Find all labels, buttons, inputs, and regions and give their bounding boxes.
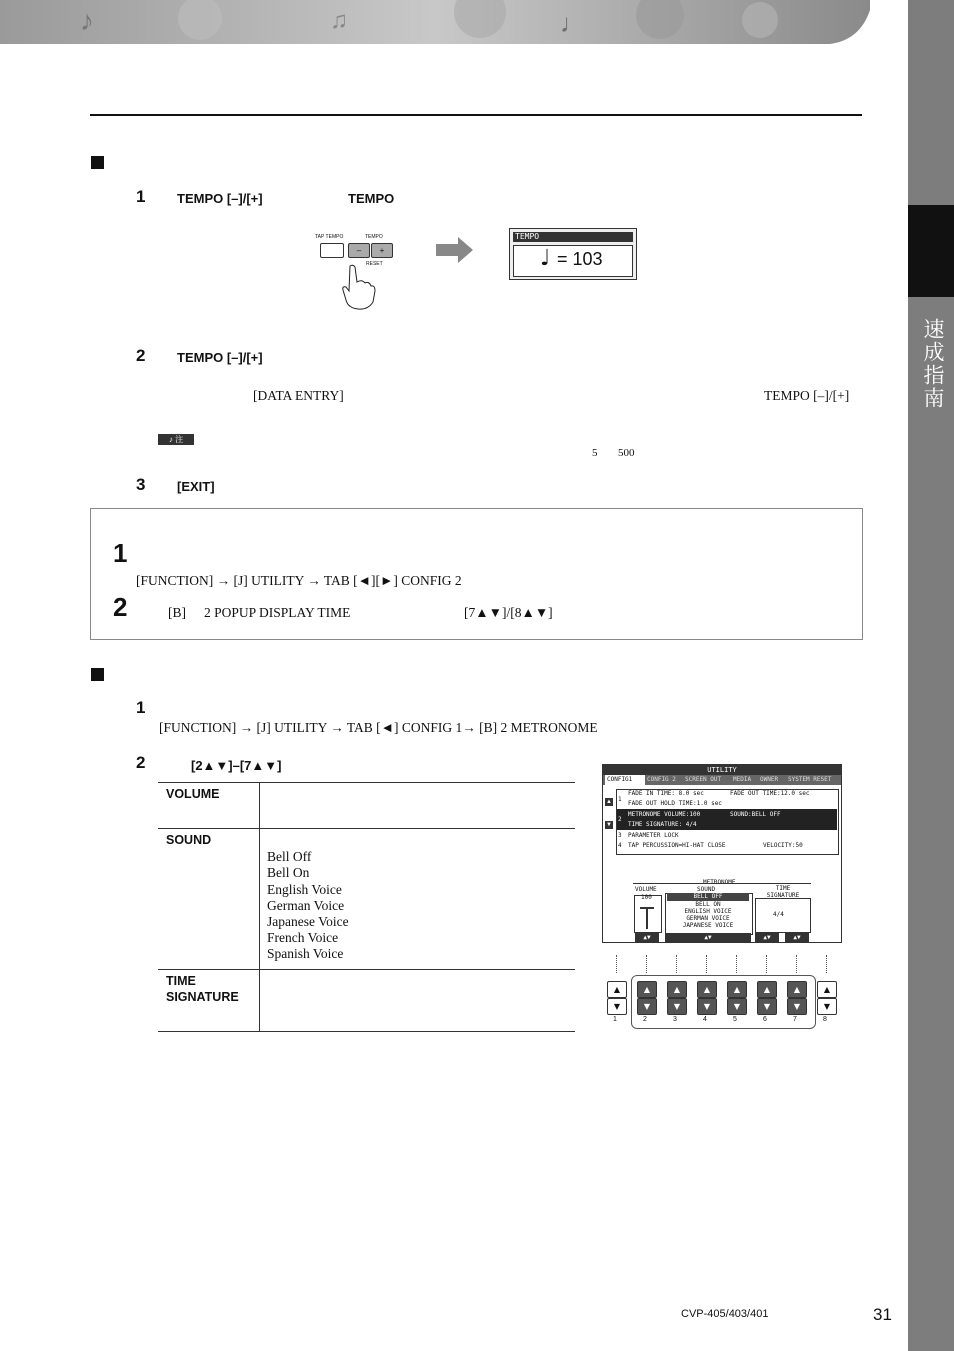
down-scroll-icon[interactable]: ▼ [606, 822, 612, 828]
sound-label: SOUND [697, 886, 716, 893]
utility-row[interactable]: PARAMETER LOCK [628, 832, 679, 839]
tempo-label: TEMPO [365, 234, 383, 240]
row-number: 4 [618, 842, 622, 849]
box-step-number: 1 [113, 538, 128, 568]
tab-system-reset[interactable]: SYSTEM RESET [788, 776, 832, 783]
panel-button-number: 2 [643, 1016, 647, 1023]
svg-text:♩: ♩ [560, 9, 586, 38]
lcd-arrow-tab[interactable]: ▲▼ [635, 933, 659, 942]
tempo-ref: TEMPO [–]/[+] [764, 388, 850, 403]
section-marker [91, 668, 104, 681]
row-number: 3 [618, 832, 622, 839]
svg-text:♪: ♪ [80, 6, 94, 37]
page-number: 31 [873, 1305, 892, 1324]
top-rule [90, 114, 862, 116]
table-rule [158, 782, 575, 783]
panel-down-button-3[interactable]: ▼ [667, 998, 687, 1015]
sound-option: Bell Off [267, 849, 312, 864]
sidebar-title: 速成指南 [921, 318, 945, 410]
volume-label: VOLUME [635, 886, 657, 893]
up-scroll-icon[interactable]: ▲ [606, 799, 612, 805]
box-step-number: 2 [113, 592, 128, 622]
quarter-note-icon: ♩ [540, 246, 551, 271]
utility-row[interactable]: VELOCITY:50 [763, 842, 803, 849]
hand-pointer-icon [338, 262, 378, 312]
sound-option[interactable]: BELL ON [695, 901, 721, 908]
panel-down-button-6[interactable]: ▼ [757, 998, 777, 1015]
lcd-arrow-tab[interactable]: ▲▼ [755, 933, 779, 942]
metronome-frame [633, 883, 811, 884]
table-row-label: VOLUME [166, 787, 220, 801]
sidebar-tab [908, 205, 954, 297]
step-text: TEMPO [–]/[+] [177, 350, 263, 365]
tab-media[interactable]: MEDIA [733, 776, 752, 783]
volume-slider-icon [646, 907, 648, 929]
sound-option: French Voice [267, 930, 339, 945]
utility-row[interactable]: METRONOME VOLUME:100 [628, 811, 701, 818]
section2-step1-path: [FUNCTION] → [J] UTILITY → TAB [◄] CONFIG 1→ [B] 2 METRONOME [159, 720, 598, 735]
sound-option: Spanish Voice [267, 946, 344, 961]
tap-tempo-label: TAP TEMPO [315, 234, 344, 240]
sound-option-selected[interactable]: BELL OFF [667, 893, 749, 901]
header-banner-image [0, 0, 870, 46]
step-number: 2 [136, 753, 146, 772]
tab-config1[interactable]: CONFIG1 [605, 775, 645, 785]
utility-row[interactable]: FADE IN TIME: 8.0 sec [628, 790, 704, 797]
section-marker [91, 156, 104, 169]
panel-down-button-8[interactable]: ▼ [817, 998, 837, 1015]
utility-row[interactable]: FADE OUT HOLD TIME:1.0 sec [628, 800, 722, 807]
svg-text:♫: ♫ [330, 8, 348, 34]
dotted-guides [605, 955, 835, 975]
utility-screen-title: UTILITY [603, 765, 841, 775]
tempo-value: = 103 [557, 249, 603, 269]
note-badge: ♪ 注 [158, 434, 194, 445]
box-step2-buttons: [7▲▼]/[8▲▼] [464, 605, 553, 620]
panel-up-button-3[interactable]: ▲ [667, 981, 687, 998]
panel-button-number: 5 [733, 1016, 737, 1023]
section2-step2-buttons: [2▲▼]–[7▲▼] [191, 758, 282, 773]
step-number: 3 [136, 475, 146, 494]
tempo-minus-button[interactable]: – [348, 243, 370, 258]
panel-button-number: 7 [793, 1016, 797, 1023]
panel-down-button-7[interactable]: ▼ [787, 998, 807, 1015]
tap-tempo-button[interactable] [320, 243, 344, 258]
step-number: 1 [136, 187, 146, 206]
panel-button-number: 6 [763, 1016, 767, 1023]
sidebar [908, 0, 954, 1351]
panel-button-number: 3 [673, 1016, 677, 1023]
panel-down-button-2[interactable]: ▼ [637, 998, 657, 1015]
step-text: TEMPO [348, 191, 395, 206]
time-signature-value: 4/4 [773, 911, 784, 918]
panel-button-number: 1 [613, 1016, 617, 1023]
range-max: 500 [618, 447, 635, 459]
volume-slider-knob [640, 907, 654, 909]
reset-label: RESET [366, 261, 383, 267]
panel-down-button-5[interactable]: ▼ [727, 998, 747, 1015]
tab-owner[interactable]: OWNER [760, 776, 779, 783]
panel-up-button-6[interactable]: ▲ [757, 981, 777, 998]
step-number: 1 [136, 698, 146, 717]
box-step1-path: [FUNCTION] → [J] UTILITY → TAB [◄][►] CONFIG 2 [136, 573, 462, 588]
volume-value: 100 [641, 894, 652, 901]
step-text: TEMPO [–]/[+] [177, 191, 263, 206]
utility-row[interactable]: SOUND:BELL OFF [730, 811, 781, 818]
lcd-arrow-tab[interactable]: ▲▼ [785, 933, 809, 942]
sound-option: English Voice [267, 882, 342, 897]
footer-model: CVP-405/403/401 [681, 1308, 769, 1320]
panel-button-number: 8 [823, 1016, 827, 1023]
panel-up-button-1[interactable]: ▲ [607, 981, 627, 998]
panel-up-button-7[interactable]: ▲ [787, 981, 807, 998]
box-step2-item: 2 POPUP DISPLAY TIME [204, 605, 351, 620]
step-number: 2 [136, 346, 146, 365]
tempo-plus-button[interactable]: + [371, 243, 393, 258]
data-entry-ref: [DATA ENTRY] [253, 388, 344, 403]
range-min: 5 [592, 447, 598, 459]
tempo-display-title: TEMPO [513, 232, 633, 242]
sound-option[interactable]: GERMAN VOICE [686, 915, 730, 922]
table-row-label: TIME SIGNATURE [166, 974, 239, 1004]
panel-up-button-8[interactable]: ▲ [817, 981, 837, 998]
row-number: 2 [618, 816, 622, 823]
panel-down-button-1[interactable]: ▼ [607, 998, 627, 1015]
table-rule [158, 969, 575, 970]
sound-option: Bell On [267, 865, 310, 880]
right-arrow-icon [436, 237, 474, 263]
lcd-arrow-tab[interactable]: ▲▼ [665, 933, 751, 942]
sound-option[interactable]: ENGLISH VOICE [684, 908, 732, 915]
row-number: 1 [618, 796, 622, 803]
sound-option: Japanese Voice [267, 914, 349, 929]
time-signature-label: TIME SIGNATURE [766, 885, 800, 899]
tempo-display [509, 228, 637, 280]
exit-button-ref: [EXIT] [177, 479, 215, 494]
panel-button-number: 4 [703, 1016, 707, 1023]
utility-row[interactable]: TIME SIGNATURE: 4/4 [628, 821, 697, 828]
panel-up-button-4[interactable]: ▲ [697, 981, 717, 998]
tempo-buttons-illustration [313, 234, 403, 314]
table-rule [158, 1031, 575, 1032]
sound-option[interactable]: JAPANESE VOICE [682, 922, 734, 929]
panel-up-button-5[interactable]: ▲ [727, 981, 747, 998]
utility-row[interactable]: TAP PERCUSSION=HI-HAT CLOSE [628, 842, 726, 849]
utility-screen [602, 764, 842, 943]
tab-screen-out[interactable]: SCREEN OUT [685, 776, 722, 783]
table-row-label: SOUND [166, 833, 212, 847]
utility-row[interactable]: FADE OUT TIME:12.0 sec [730, 790, 810, 797]
box-step2-b: [B] [168, 605, 186, 620]
sound-option: German Voice [267, 898, 345, 913]
panel-down-button-4[interactable]: ▼ [697, 998, 717, 1015]
tab-config2[interactable]: CONFIG 2 [647, 776, 676, 783]
panel-up-button-2[interactable]: ▲ [637, 981, 657, 998]
table-rule [158, 828, 575, 829]
table-column-divider [259, 782, 260, 1031]
